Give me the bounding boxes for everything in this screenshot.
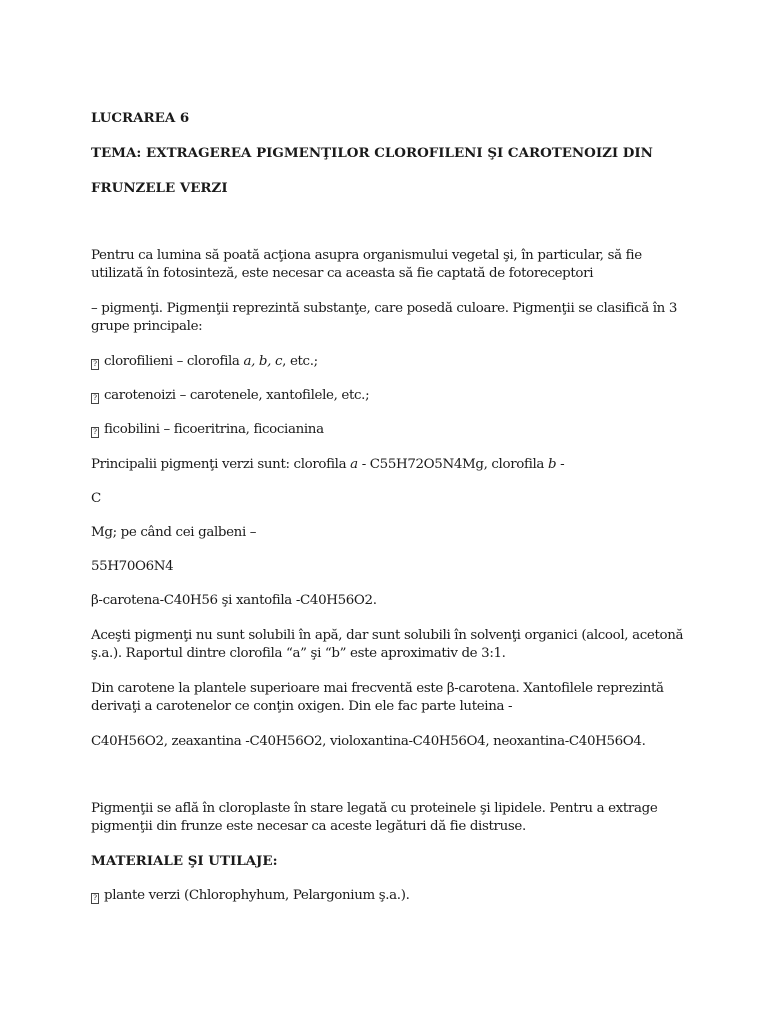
intro-line: – pigmenţi. Pigmenţii reprezintă substanţe, care posedă culoare. Pigmenţii se clasifică în 3: [91, 301, 678, 316]
list-item-carotenoizi: ? carotenoizi – carotenele, xantofilele, etc.;: [91, 386, 369, 406]
tema-heading-line1: TEMA: EXTRAGEREA PIGMENŢILOR CLOROFILENI ŞI CAROTENOIZI DIN: [91, 145, 653, 161]
carotene-line: β-carotena-C40H56 şi xantofila -C40H56O2.: [91, 593, 377, 608]
green-pigments-line: Principalii pigmenţi verzi sunt: clorofila a - C55H72O5N4Mg, clorofila b -: [91, 457, 565, 472]
yellow-pigments-line: Mg; pe când cei galbeni –: [91, 525, 257, 540]
solubility-line: Aceşti pigmenţi nu sunt solubili în apă, dar sunt solubili în solvenţi organici (alcool, acetonă: [91, 628, 684, 643]
missing-glyph-icon: ?: [91, 427, 99, 438]
intro-line: Pentru ca lumina să poată acţiona asupra organismului vegetal şi, în particular, să fie: [91, 248, 642, 263]
formula-line: 55H70O6N4: [91, 559, 174, 574]
missing-glyph-icon: ?: [91, 359, 99, 370]
formula-c-line: C: [91, 491, 101, 506]
tema-heading-line2: FRUNZELE VERZI: [91, 180, 228, 196]
chloroplast-line: Pigmenţii se află în cloroplaste în stare legată cu proteinele şi lipidele. Pentru a extrage: [91, 801, 658, 816]
document-title: LUCRAREA 6: [91, 110, 190, 126]
intro-line: utilizată în fotosinteză, este necesar ca aceasta să fie captată de fotoreceptori: [91, 266, 594, 281]
chloroplast-line: pigmenţii din frunze este necesar ca aceste legături dă fie distruse.: [91, 819, 526, 834]
list-item-ficobilini: ? ficobilini – ficoeritrina, ficocianina: [91, 420, 324, 440]
carotenes-line: derivaţi a carotenelor ce conţin oxigen. Din ele fac parte luteina -: [91, 699, 513, 714]
solubility-line: ş.a.). Raportul dintre clorofila “a” şi “b” este aproximativ de 3:1.: [91, 646, 506, 661]
missing-glyph-icon: ?: [91, 893, 99, 904]
missing-glyph-icon: ?: [91, 393, 99, 404]
intro-line: grupe principale:: [91, 319, 203, 334]
carotenes-line: C40H56O2, zeaxantina -C40H56O2, violoxantina-C40H56O4, neoxantina-C40H56O4.: [91, 734, 646, 749]
materials-heading: MATERIALE ŞI UTILAJE:: [91, 853, 278, 869]
materials-item: ? plante verzi (Chlorophyhum, Pelargonium ş.a.).: [91, 886, 410, 906]
list-item-clorofilieni: ? clorofilieni – clorofila a, b, c, etc.;: [91, 352, 318, 372]
carotenes-line: Din carotene la plantele superioare mai frecventă este β-carotena. Xantofilele reprezintă: [91, 681, 664, 696]
